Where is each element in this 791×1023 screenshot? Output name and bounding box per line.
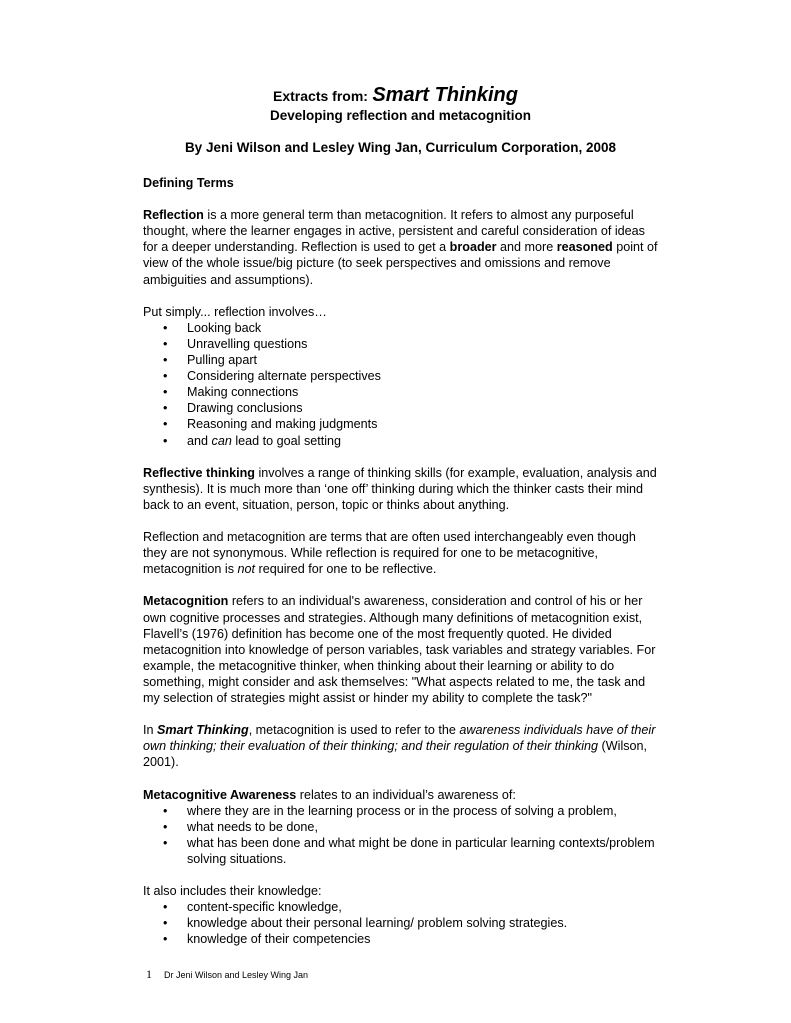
page-footer [146,965,308,983]
st-title: Smart Thinking [157,723,249,738]
smart-thinking-paragraph [143,722,663,770]
meta-awareness-line [143,787,663,803]
st-text-1: , metacognition is used to refer to the [248,723,460,738]
term-broader: broader [449,240,497,255]
list-item [143,433,663,449]
st-text-2: (Wilson, 2001). [143,739,648,770]
interchange-not: not [237,562,256,577]
put-simply-line: Put simply... reflection involves… [143,304,327,319]
list-item: • Considering alternate perspectives [143,368,663,384]
reflective-thinking-paragraph [143,465,663,513]
list-item: • knowledge of their competencies [143,931,663,947]
interchange-text-1: Reflection and metacognition are terms that are often used interchangeably even though they are not synonymous. While reflection is required for one to be metacognitive, metacognition is [143,530,636,577]
interchange-paragraph [143,529,663,577]
reflection-paragraph [143,207,663,287]
byline: By Jeni Wilson and Lesley Wing Jan, Curriculum Corporation, 2008 [184,140,617,155]
last-item-a: and [187,433,212,448]
list-item: • where they are in the learning process or in the process of solving a problem, [143,803,663,819]
list-item: • Making connections [143,384,663,400]
term-reflective-thinking: Reflective thinking [143,465,255,480]
document-title [0,84,791,107]
last-item-b: lead to goal setting [231,433,342,448]
st-italic: awareness individuals have of their own thinking; their evaluation of their thinking; and their regulation of their thinking [143,723,656,754]
list-item: • content-specific knowledge, [143,899,663,915]
section-heading: Defining Terms [143,176,234,190]
term-reasoned: reasoned [556,240,613,255]
list-item: • what has been done and what might be done in particular learning contexts/problem solving situations. [143,835,663,867]
title-prefix: Extracts from: [273,88,368,104]
knowledge-list [143,899,663,947]
reflection-text-2: and more [496,240,557,255]
list-item: • Looking back [143,320,663,336]
knowledge-intro: It also includes their knowledge: [143,884,322,899]
term-reflection: Reflection [143,208,204,223]
book-title: Smart Thinking [372,84,518,106]
document-subtitle: Developing reflection and metacognition [269,108,532,123]
list-item: • Unravelling questions [143,336,663,352]
document-body [143,175,663,964]
awareness-list [143,803,663,867]
page-number: 1 [146,967,152,981]
term-meta-awareness: Metacognitive Awareness [143,787,297,802]
list-item: • Reasoning and making judgments [143,416,663,432]
last-item-can: can [211,433,232,448]
term-metacognition: Metacognition [143,594,229,609]
reflection-text-1: is a more general term than metacognition. It refers to almost any purposeful thought, where the learner engages in active, persistent and careful consideration of ideas for a deeper understanding. Reflection is used to get a [143,208,645,255]
meta-awareness-text: relates to an individual’s awareness of: [296,787,516,802]
footer-authors: Dr Jeni Wilson and Lesley Wing Jan [164,970,309,980]
list-item: • knowledge about their personal learning/ problem solving strategies. [143,915,663,931]
interchange-text-2: required for one to be reflective. [255,562,437,577]
list-item: • Drawing conclusions [143,400,663,416]
reflection-text-3: point of view of the whole issue/big picture (to seek perspectives and omissions and remove ambiguities and assumptions). [143,240,658,287]
metacognition-paragraph [143,593,663,706]
st-in: In [143,723,158,738]
reflective-thinking-text: involves a range of thinking skills (for example, evaluation, analysis and synthesis). It is much more than ‘one off’ thinking during which the thinker casts their mind back to an event, situation, person, topic or thinks about anything. [143,465,657,512]
list-item: • Pulling apart [143,352,663,368]
reflection-list [143,320,663,449]
metacognition-text: refers to an individual's awareness, consideration and control of his or her own cognitive processes and strategies. Although many definitions of metacognition exist, Flavell’s (1976) definition has become one of the most frequently quoted. He divided metacognition into knowledge of person variables, task variables and strategy variables. For example, the metacognitive thinker, when thinking about their learning or ability to do something, might consider and ask themselves: "What aspects related to me, the task and my selection of strategies might assist or hinder my ability to complete the task?" [143,594,656,705]
list-item: • what needs to be done, [143,819,663,835]
